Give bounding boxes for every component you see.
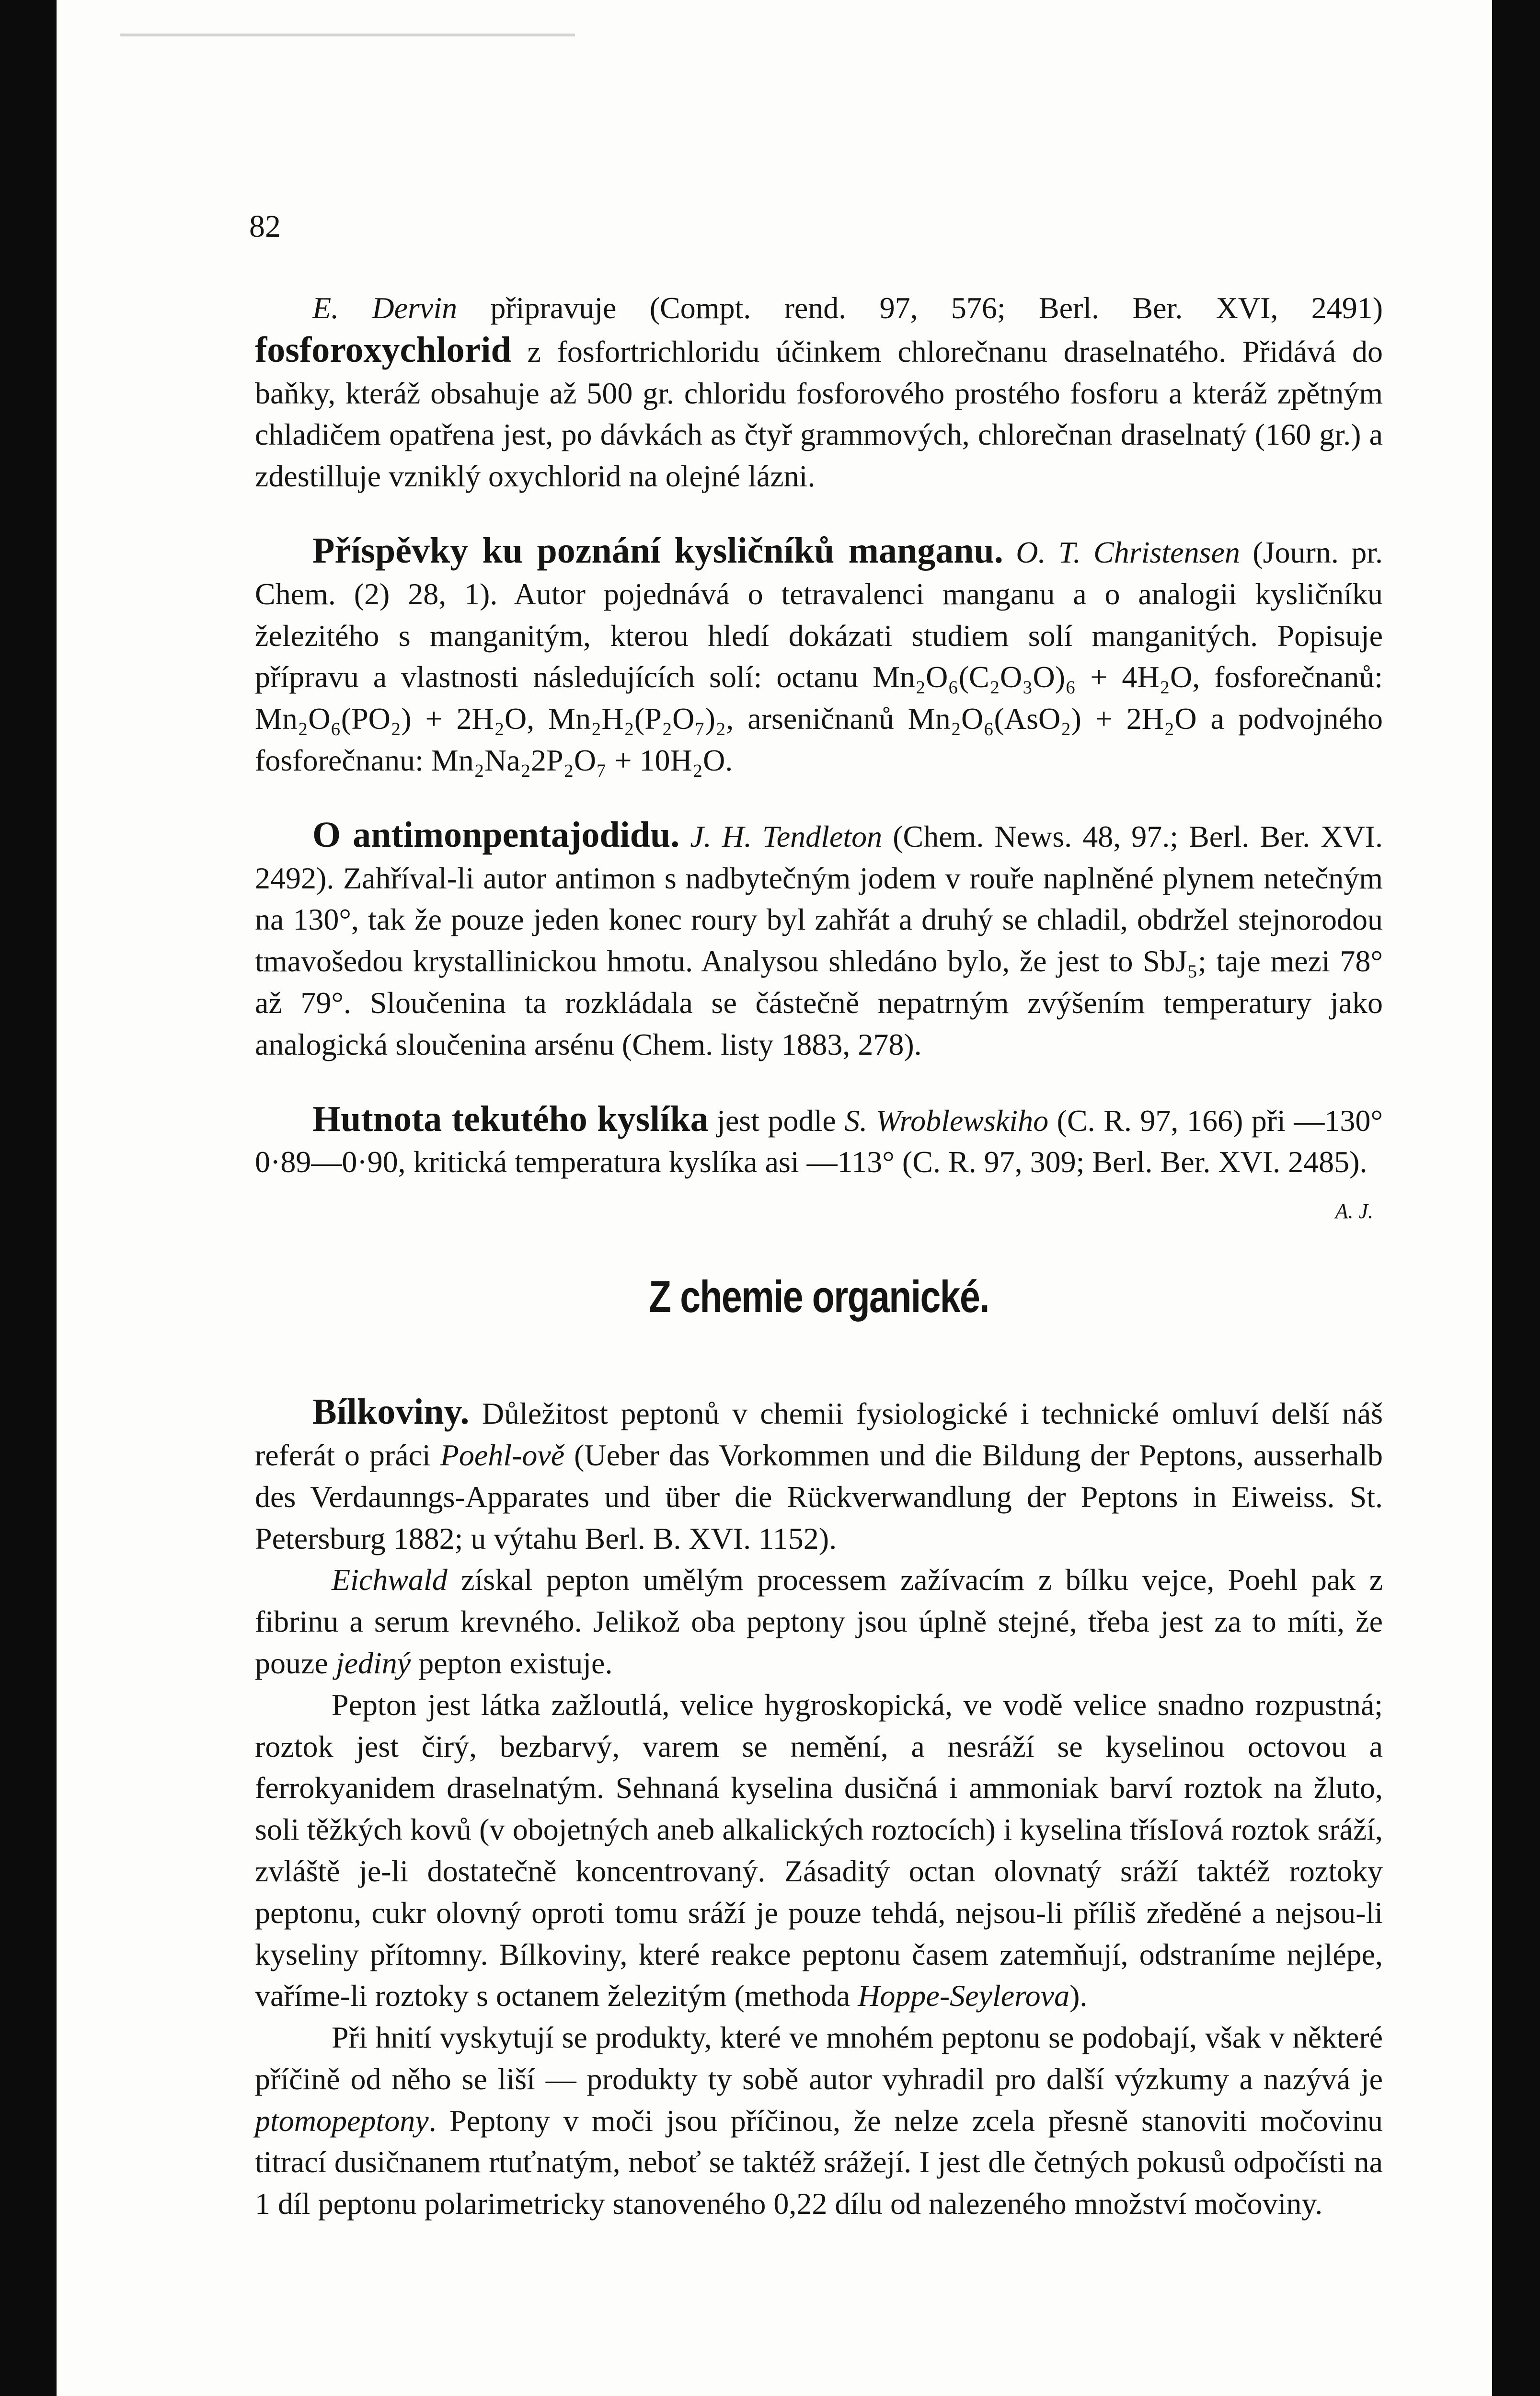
emphasis: Hoppe-Seylerova (858, 1979, 1070, 2013)
author-name: O. T. Christensen (1016, 535, 1240, 569)
entry-heading: Příspěvky ku poznání kysličníků manganu. (312, 530, 1003, 571)
body-text: . (725, 743, 733, 777)
formula: 0,22 (773, 2187, 827, 2221)
scan-border-left (0, 0, 57, 2396)
body-text: (Chem. News. 48, 97.; Berl. Ber. XVI. 2492). Zahříval-li autor antimon s nadbytečným jodem v rouře naplněné plynem netečným na 130°, tak že pouze jeden konec roury byl zahřát a druhý se chladil, obdržel stejnorodou tmavošedou krystallinickou hmotu. Analysou shledáno bylo, že jest to (255, 819, 1383, 979)
entry-heading: Bílkoviny. (312, 1392, 470, 1432)
article-body (255, 288, 1383, 2225)
formula: Mn₂Na₂2P₂O₇ + 10H₂O (431, 743, 725, 777)
body-text: ; taje mezi 78° až 79°. Sloučenina ta rozkládala se částečně nepatrným zvýšením temperatury jako analogická sloučenina arsénu (Chem. listy 1883, 278). (255, 944, 1383, 1061)
entry-heading: O antimonpentajodidu. (312, 814, 680, 855)
paragraph-proteins (255, 1391, 1383, 1559)
emphasis: ptomopeptony (255, 2103, 429, 2138)
section-title: Z chemie organické. (649, 1271, 989, 1322)
body-text: Důležitost peptonů v chemii fysiologické i technické omluví delší náš referát o práci (255, 1396, 1383, 1472)
scan-artifact (120, 34, 575, 36)
body-text: z fosfortrichloridu účinkem chlorečnanu draselnatého. Přidává do baňky, kteráž obsahuje až 500 gr. chloridu fosforového prostého fosforu a kteráž zpětným chladičem opatřena jest, po dávkách as čtyř grammových, chlorečnan draselnatý (160 gr.) a zdestilluje vzniklý oxychlorid na olejné lázni. (255, 334, 1383, 494)
body-text: pepton existuje. (411, 1646, 613, 1680)
paragraph-antimony-pentaiodide (255, 814, 1383, 1066)
body-text: ). (1069, 1979, 1088, 2013)
emphasis: jediný (335, 1646, 411, 1680)
formula: SbJ₅ (1143, 944, 1198, 979)
body-text: (Ueber das Vorkommen und die Bildung der Peptons, ausserhalb des Verdaunngs-Apparates und über die Rückverwandlung der Peptons in Eiweiss. St. Petersburg 1882; u výtahu Berl. B. XVI. 1152). (255, 1438, 1383, 1555)
body-text: dílu od nalezeného množství močoviny. (827, 2187, 1323, 2221)
body-text: (Journ. pr. Chem. (2) 28, 1). Autor pojednává o tetravalenci manganu a o analogii kysličníku železitého s manganitým, kterou hledí dokázati studiem solí manganitých. Popisuje přípravu a vlastnosti následujících solí: octanu (255, 535, 1383, 694)
author-initials: A. J. (1335, 1199, 1373, 1223)
body-text: jest podle (708, 1103, 845, 1138)
formula: Mn₂O₆(AsO₂) + 2H₂O (908, 702, 1197, 736)
formula: Mn₂O₆(PO₂) + 2H₂O, Mn₂H₂(P₂O₇)₂ (255, 702, 726, 736)
body-text: . Peptony v moči jsou příčinou, že nelze zcela přesně stanoviti močovinu titrací dusičnanem rtuťnatým, neboť se taktéž srážejí. I jest dle četných pokusů odpočísti na 1 díl peptonu polarimetricky stanoveného (255, 2103, 1383, 2221)
author-name: J. H. Tendleton (690, 819, 883, 853)
body-text: (C. R. 97, 166) při —130° 0·89—0·90, kritická temperatura kyslíka asi —113° (C. R. 97, 309; Berl. Ber. XVI. 2485). (255, 1103, 1383, 1179)
paragraph-pepton-properties (255, 1684, 1383, 2017)
formula: Mn₂O₆(C₂O₃O)₆ + 4H₂O (872, 660, 1193, 694)
body-text: získal pepton umělým processem zažívacím z bílku vejce, Poehl pak z fibrinu a serum krevného. Jelikož oba peptony jsou úplně stejné, třeba jest za to míti, že pouze (255, 1563, 1383, 1680)
entry-heading: fosforoxychlorid (255, 329, 511, 370)
author-name: E. Dervin (312, 291, 458, 325)
paragraph-eichwald (255, 1559, 1383, 1684)
body-text: Při hnití vyskytují se produkty, které ve mnohém peptonu se podobají, však v některé příčině od něho se liší — produkty ty sobě autor vyhradil pro další výzkumy a nazývá je (255, 2020, 1383, 2096)
body-text: , arseničnanů (726, 702, 908, 736)
author-name: S. Wroblewskiho (844, 1103, 1049, 1138)
entry-heading: Hutnota tekutého kyslíka (312, 1098, 709, 1139)
body-text: , fosforečnanů: (1192, 660, 1383, 694)
paragraph-ptomopeptony (255, 2017, 1383, 2225)
body-text: připravuje (Compt. rend. 97, 576; Berl. Ber. XVI, 2491) (457, 291, 1383, 325)
body-text: Pepton jest látka zažloutlá, velice hygroskopická, ve vodě velice snadno rozpustná; roztok jest čirý, bezbarvý, varem se nemění, a nesráží se kyselinou octovou a ferrokyanidem draselnatým. Sehnaná kyselina dusičná i ammoniak barví roztok na žluto, soli těžkých kovů (v obojetných aneb alkalických roztocích) i kyselina třísIová roztok sráží, zvláště je-li dostatečně koncentrovaný. Zásaditý octan olovnatý sráží taktéž roztoky peptonu, cukr olovný oproti tomu sráží je pouze tehdá, nejsou-li příliš zředěné a nejsou-li kyseliny přítomny. Bílkoviny, které reakce peptonu časem zatemňují, odstraníme nejlépe, vaříme-li roztoky s octanem železitým (methoda (255, 1687, 1383, 2013)
scan-border-right (1492, 0, 1540, 2396)
author-name: Eichwald (332, 1563, 448, 1597)
page-number: 82 (249, 209, 281, 244)
paragraph-fosforoxychlorid (255, 288, 1383, 497)
paragraph-manganese-oxides (255, 530, 1383, 782)
author-name: Poehl-ově (440, 1438, 565, 1472)
body-text: a podvojného fosforečnanu: (255, 702, 1383, 777)
paragraph-liquid-oxygen (255, 1098, 1383, 1223)
